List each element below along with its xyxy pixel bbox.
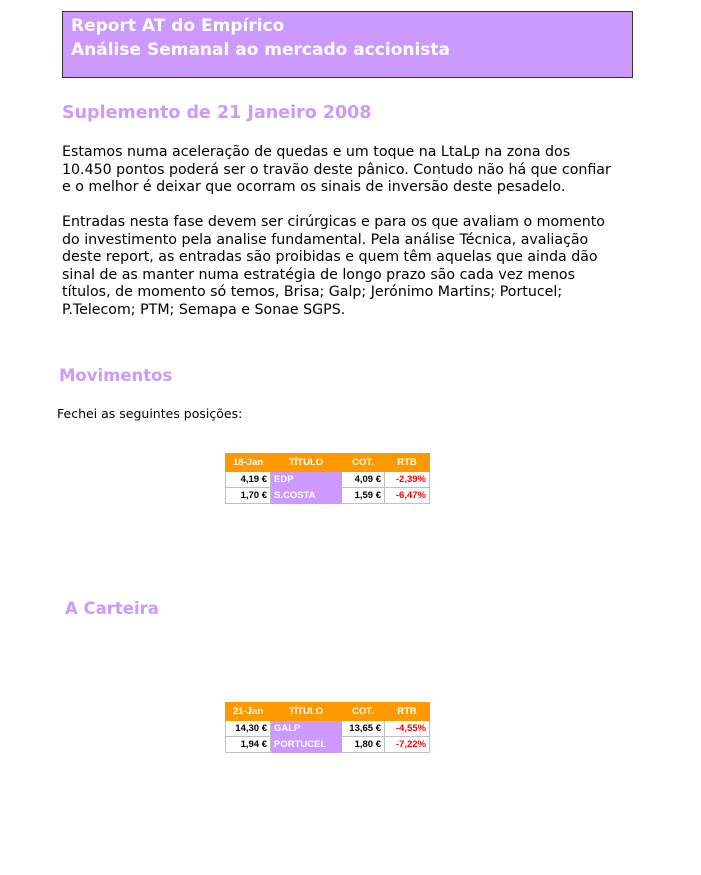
stock-title: S.COSTA [271,488,342,504]
supplement-title: Suplemento de 21 Janeiro 2008 [62,103,372,123]
title-header: TÍTULO [271,454,342,472]
analysis-paragraph: Entradas nesta fase devem ser cirúrgicas e para os que avaliam o momento do investimento pela analise fundamental. Pela análise Técnica, avaliação deste report, as entradas são proibidas e quem têm aquelas que ainda dão sinal de as manter numa estratégia de longo prazo são cada vez menos títulos, de momento só temos, Brisa; Galp; Jerónimo Martins; Portucel; P.Telecom; PTM; Semapa e Sonae SGPS. [62,214,605,318]
stock-title: PORTUCEL [271,737,342,753]
return-value: -2,39% [385,472,430,488]
table-row [226,472,430,488]
stock-title: EDP [271,472,342,488]
table-header-row [226,454,430,472]
table-header-row [226,703,430,721]
date-header: 18-Jan [226,454,271,472]
date-header: 21-Jan [226,703,271,721]
quote-header: COT. [342,454,385,472]
entry-price: 1,94 € [226,737,271,753]
quote-header: COT. [342,703,385,721]
title-header: TÍTULO [271,703,342,721]
entry-price: 4,19 € [226,472,271,488]
portfolio-table [225,702,430,753]
report-title: Report AT do Empírico [71,16,285,36]
entry-price: 14,30 € [226,721,271,737]
quote-value: 4,09 € [342,472,385,488]
movements-table [225,453,430,504]
return-value: -7,22% [385,737,430,753]
rtb-header: RTB [385,454,430,472]
portfolio-title: A Carteira [65,599,159,618]
entry-price: 1,70 € [226,488,271,504]
quote-value: 1,80 € [342,737,385,753]
return-value: -4,55% [385,721,430,737]
report-header [62,11,633,78]
movements-title: Movimentos [59,366,173,385]
table-row [226,737,430,753]
intro-paragraph: Estamos numa aceleração de quedas e um toque na LtaLp na zona dos 10.450 pontos poderá ser o travão deste pânico. Contudo não há que confiar e o melhor é deixar que ocorram os sinais de inversão deste pesadelo. [62,144,611,196]
closed-positions-note: Fechei as seguintes posições: [57,406,243,421]
table-row [226,488,430,504]
stock-title: GALP [271,721,342,737]
return-value: -6,47% [385,488,430,504]
quote-value: 13,65 € [342,721,385,737]
rtb-header: RTB [385,703,430,721]
table-row [226,721,430,737]
report-subtitle: Análise Semanal ao mercado accionista [71,40,451,60]
quote-value: 1,59 € [342,488,385,504]
